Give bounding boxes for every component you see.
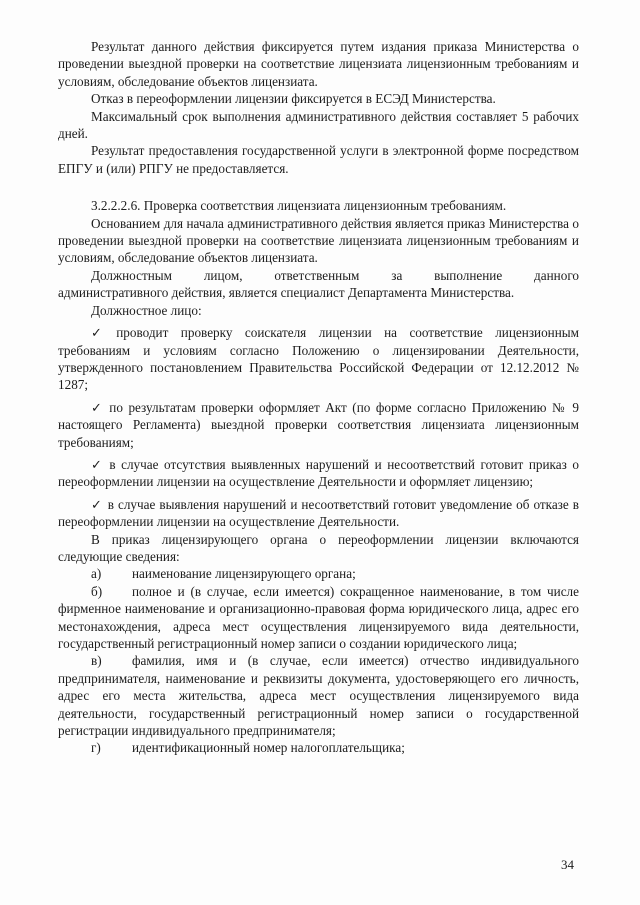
list-item-marker: а) (91, 566, 102, 582)
checklist-item-text: проводит проверку соискателя лицензии на соответствие лицензионным требованиям и условиям согласно Положению о лицензировании Деятельности, утвержденного постановлением Правительства Российской Федерации от 12.12.2012 № 1287; (58, 325, 579, 393)
paragraph-refusal: Отказ в переоформлении лицензии фиксируется в ЕСЭД Министерства. (91, 91, 496, 107)
paragraph-order-contents: В приказ лицензирующего органа о переоформлении лицензии включаются следующие сведения: (58, 531, 579, 564)
list-item-text: фамилия, имя и (в случае, если имеется) отчество индивидуального (132, 653, 579, 669)
checkmark-icon: ✓ (91, 325, 112, 341)
checkmark-icon: ✓ (91, 399, 105, 415)
paragraph-responsible-line1: Должностным лицом, ответственным за выполнение данного (91, 267, 579, 283)
list-item-continuation: фирменное наименование и организационно-правовая форма юридического лица, адрес его местонахождения, адреса мест осуществления лицензируемого вида деятельности, государственный регистрационный номер записи о создании юридического лица; (58, 601, 579, 651)
list-item (58, 652, 579, 669)
list-item-marker: б) (91, 583, 103, 599)
page-body (58, 38, 579, 757)
list-item-continuation: предпринимателя, наименование и реквизиты документа, удостоверяющего его личность, адрес его места жительства, адреса мест осуществления лицензируемого вида деятельности, государственный регистрационный номер записи о государственной регистрации индивидуального предпринимателя; (58, 670, 579, 739)
checklist-item (58, 324, 579, 394)
checklist-item (58, 496, 579, 531)
paragraph-responsible-line2: административного действия, является специалист Департамента Министерства. (58, 285, 515, 301)
list-item (58, 739, 579, 756)
paragraph-result: Результат данного действия фиксируется путем издания приказа Министерства о проведении выездной проверки на соответствие лицензиата лицензионным требованиям и условиям, обследование объектов лицензиата. (58, 39, 579, 89)
list-item-marker: в) (91, 653, 102, 669)
list-item (58, 565, 579, 582)
list-item-text: полное и (в случае, если имеется) сокращенное наименование, в том числе (132, 583, 579, 599)
section-heading: 3.2.2.2.6. Проверка соответствия лицензиата лицензионным требованиям. (91, 198, 507, 214)
paragraph-max-term: Максимальный срок выполнения административного действия составляет 5 рабочих дней. (58, 108, 579, 142)
paragraph-official: Должностное лицо: (91, 302, 202, 318)
list-item-text: наименование лицензирующего органа; (132, 566, 356, 582)
paragraph-basis: Основанием для начала административного действия является приказ Министерства о проведении выездной проверки на соответствие лицензиата лицензионным требованиям и условиям, обследование объектов лицензиата. (58, 215, 579, 266)
checkmark-icon: ✓ (91, 456, 105, 472)
checkmark-icon: ✓ (91, 496, 103, 512)
list-item-marker: г) (91, 740, 101, 756)
checklist-item-text: по результатам проверки оформляет Акт (по форме согласно Приложению № 9 настоящего Регламента) выездной проверки соответствия лицензиата лицензионным требованиям; (58, 399, 579, 450)
checklist-item-text: в случае выявления нарушений и несоответствий готовит уведомление об отказе в переоформлении лицензии на осуществление Деятельности. (58, 496, 579, 530)
checklist-item (58, 399, 579, 451)
list-item-text: идентификационный номер налогоплательщика; (132, 740, 405, 756)
paragraph-electronic-result: Результат предоставления государственной услуги в электронной форме посредством ЕПГУ и (или) РПГУ не предоставляется. (58, 143, 579, 176)
checklist-item (58, 456, 579, 491)
checklist-item-text: в случае отсутствия выявленных нарушений и несоответствий готовит приказ о переоформлении лицензии на осуществление Деятельности и оформляет лицензию; (58, 456, 579, 490)
list-item (58, 583, 579, 600)
page-number: 34 (561, 857, 574, 872)
